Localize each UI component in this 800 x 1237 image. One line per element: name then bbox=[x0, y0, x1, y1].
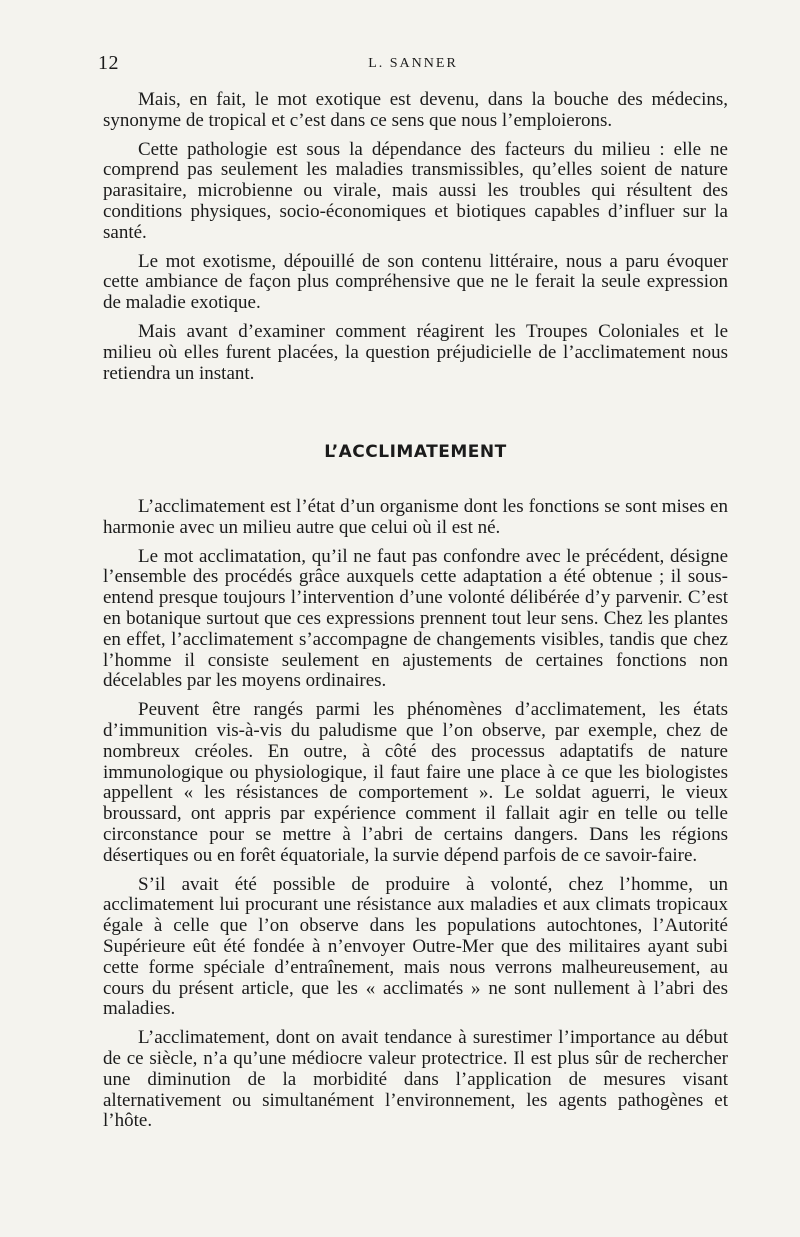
paragraph: Le mot exotisme, dépouillé de son contenu littéraire, nous a paru évoquer cette ambiance de façon plus compréhensive que ne le ferait la seule expression de maladie exotique. bbox=[103, 250, 728, 314]
paragraph: L’acclimatement est l’état d’un organisme dont les fonctions se sont mises en harmonie avec un milieu autre que celui où il est né. bbox=[103, 496, 728, 538]
page-number: 12 bbox=[98, 52, 119, 74]
paragraph: Peuvent être rangés parmi les phénomènes d’acclimatement, les états d’immunition vis-à-vis du paludisme que l’on observe, par exemple, chez de nombreux créoles. En outre, à côté des processus adaptatifs de nature immunologique ou physiologique, il faut faire une place à ce que les biologistes appellent « les résistances de comportement ». Le soldat aguerri, le vieux broussard, ont appris par expérience comment il fallait agir en telle ou telle circonstance pour se mettre à l’abri de certains dangers. Dans les régions désertiques ou en forêt équatoriale, la survie dépend parfois de ce savoir-faire. bbox=[103, 699, 728, 866]
paragraph: Le mot acclimatation, qu’il ne faut pas confondre avec le précédent, désigne l’ensemble des procédés grâce auxquels cette adaptation a été obtenue ; il sous-entend presque toujours l’intervention d’une volonté délibérée d’y parvenir. C’est en botanique surtout que ces expressions prennent tout leur sens. Chez les plantes en effet, l’acclimatement s’accompagne de changements visibles, tandis que chez l’homme il consiste seulement en ajustements de certaines fonctions non décelables par les moyens ordinaires. bbox=[103, 545, 728, 692]
paragraph: Cette pathologie est sous la dépendance des facteurs du milieu : elle ne comprend pas seulement les maladies transmissibles, qu’elles soient de nature parasitaire, microbienne ou virale, mais aussi les troubles qui résultent des conditions physiques, socio-économiques et biotiques capables d’influer sur la santé. bbox=[103, 138, 728, 243]
section-text-block bbox=[103, 497, 728, 1140]
running-head bbox=[98, 52, 728, 76]
paragraph: Mais, en fait, le mot exotique est devenu, dans la bouche des médecins, synonyme de tropical et c’est dans ce sens que nous l’emploierons. bbox=[103, 89, 728, 131]
running-head-author: L. SANNER bbox=[368, 56, 458, 71]
intro-text-block bbox=[103, 90, 728, 392]
paragraph: S’il avait été possible de produire à volonté, chez l’homme, un acclimatement lui procurant une résistance aux maladies et aux climats tropicaux égale à celle que l’on observe dans les populations autochtones, l’Autorité Supérieure eût été fondée à n’envoyer Outre-Mer que des militaires ayant subi cette forme spéciale d’entraînement, mais nous verrons malheureusement, au cours du présent article, que les « acclimatés » ne sont nullement à l’abri des maladies. bbox=[103, 873, 728, 1020]
paragraph: L’acclimatement, dont on avait tendance à surestimer l’importance au début de ce siècle, n’a qu’une médiocre valeur protectrice. Il est plus sûr de rechercher une diminution de la morbidité dans l’application de mesures visant alternativement ou simultanément l’environnement, les agents pathogènes et l’hôte. bbox=[103, 1027, 728, 1132]
paragraph: Mais avant d’examiner comment réagirent les Troupes Coloniales et le milieu où elles furent placées, la question préjudicielle de l’acclimatement nous retiendra un instant. bbox=[103, 320, 728, 384]
section-heading: L’ACCLIMATEMENT bbox=[324, 442, 507, 462]
